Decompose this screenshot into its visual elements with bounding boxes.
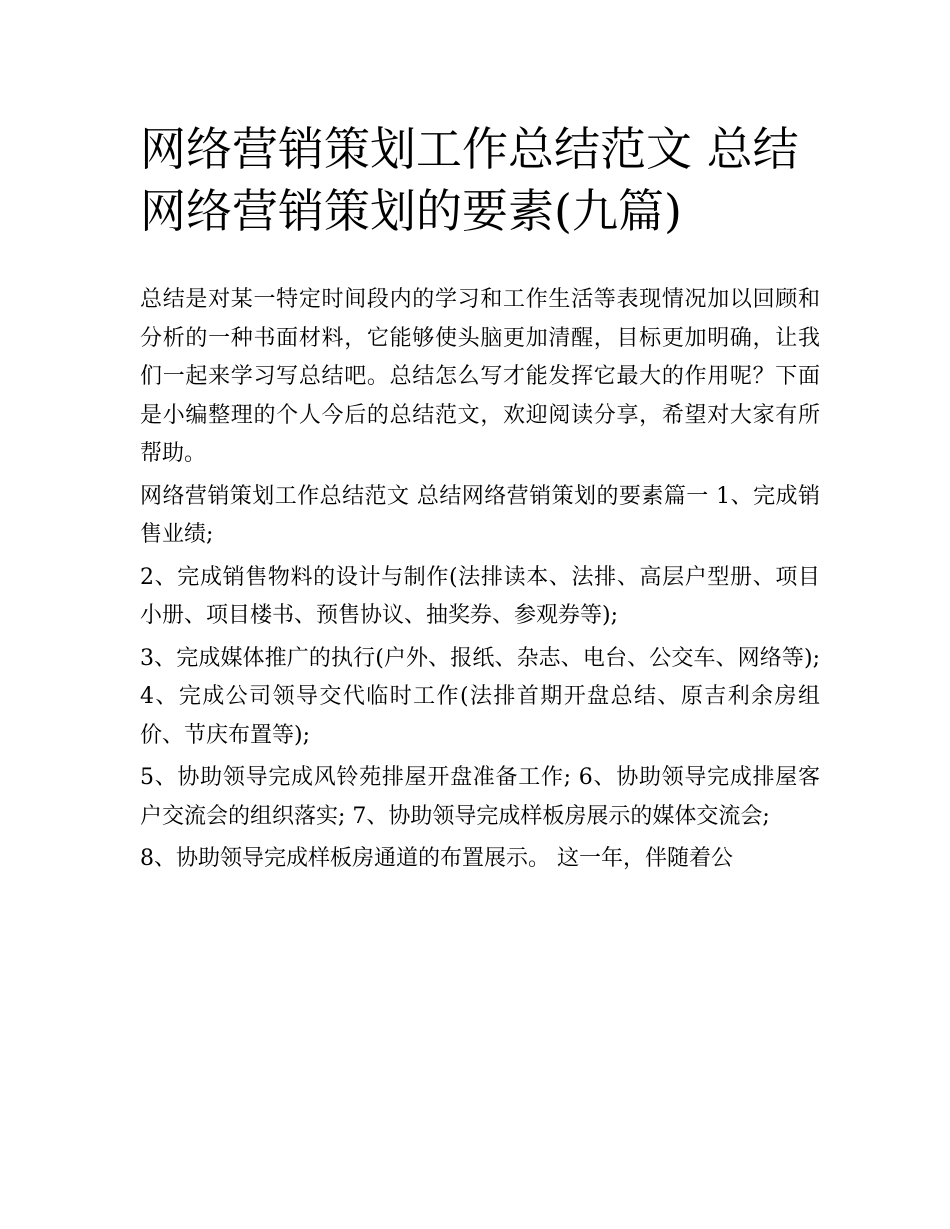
list-item-8: 8、协助领导完成样板房通道的布置展示。 这一年，伴随着公	[140, 846, 733, 871]
document-title: 网络营销策划工作总结范文 总结网络营销策划的要素(九篇)	[140, 122, 799, 238]
list-item-2: 2、完成销售物料的设计与制作(法排读本、法排、高层户型册、项目小册、项目楼书、预售协议、抽奖券、参观券等);	[140, 564, 820, 628]
section-heading-paragraph: 网络营销策划工作总结范文 总结网络营销策划的要素篇一 1、完成销售业绩;	[140, 483, 820, 547]
list-item-5-7: 5、协助领导完成风铃苑排屋开盘准备工作; 6、协助领导完成排屋客户交流会的组织落实; 7、协助领导完成样板房展示的媒体交流会;	[140, 765, 820, 829]
list-item-3-4: 3、完成媒体推广的执行(户外、报纸、杂志、电台、公交车、网络等); 4、完成公司领导交代临时工作(法排首期开盘总结、原吉利余房组价、节庆布置等);	[140, 645, 820, 748]
document-body	[140, 281, 820, 883]
intro-paragraph: 总结是对某一特定时间段内的学习和工作生活等表现情况加以回顾和分析的一种书面材料，它能够使头脑更加清醒，目标更加明确，让我们一起来学习写总结吧。总结怎么写才能发挥它最大的作用呢？下面是小编整理的个人今后的总结范文，欢迎阅读分享，希望对大家有所帮助。	[140, 287, 820, 466]
